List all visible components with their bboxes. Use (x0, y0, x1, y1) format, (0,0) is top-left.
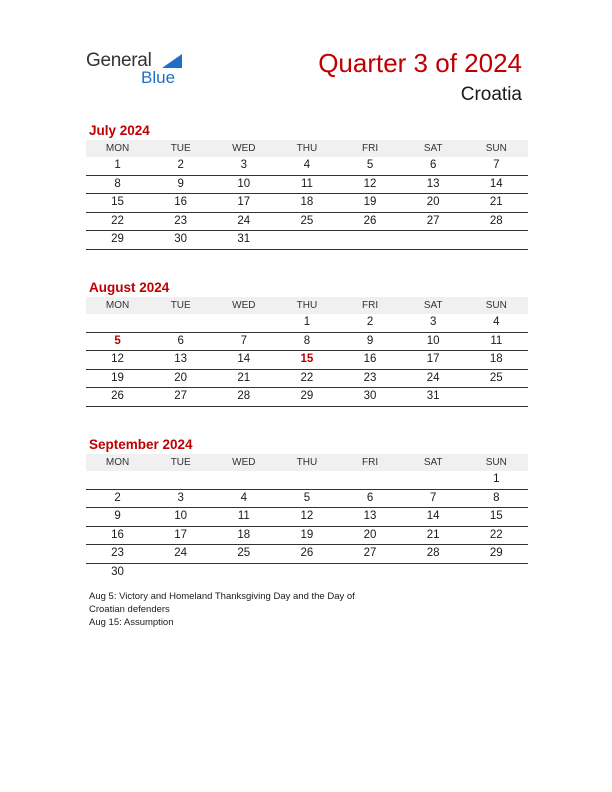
holiday-note: Aug 15: Assumption (89, 617, 174, 628)
empty-day-cell (149, 471, 212, 489)
day-cell: 19 (363, 196, 377, 208)
month-title: September 2024 (89, 437, 193, 452)
empty-day-cell (149, 314, 212, 332)
empty-day-cell (465, 388, 528, 406)
empty-day-cell (339, 564, 402, 582)
day-cell: 27 (174, 390, 188, 402)
empty-day-cell (402, 471, 465, 489)
empty-day-cell (465, 564, 528, 582)
weekday-header-row (86, 297, 528, 314)
empty-day-cell (275, 231, 338, 249)
week-row (86, 314, 528, 333)
empty-day-cell (275, 564, 338, 582)
weekday-header: MON (105, 300, 130, 311)
weekday-header: TUE (170, 457, 191, 468)
day-cell: 1 (114, 159, 121, 171)
weekday-header: THU (296, 300, 318, 311)
day-cell: 18 (300, 196, 314, 208)
day-cell: 28 (426, 547, 440, 559)
day-cell: 24 (237, 214, 251, 227)
day-cell: 13 (174, 353, 188, 365)
day-cell: 19 (111, 371, 124, 384)
day-cell: 12 (111, 353, 124, 365)
day-cell: 16 (111, 528, 124, 541)
empty-day-cell (465, 231, 528, 249)
week-row (86, 527, 528, 546)
day-cell: 1 (493, 473, 500, 485)
weekday-header: SAT (423, 143, 443, 154)
day-cell: 8 (493, 491, 500, 504)
empty-day-cell (86, 314, 149, 332)
day-cell: 26 (111, 390, 124, 402)
day-cell: 24 (426, 371, 440, 384)
weekday-header: SUN (485, 143, 507, 154)
week-row (86, 231, 528, 250)
empty-day-cell (212, 564, 275, 582)
logo-text-blue: Blue (141, 68, 176, 87)
day-cell: 24 (174, 547, 188, 559)
day-cell: 30 (363, 390, 377, 402)
week-row (86, 388, 528, 407)
weekday-header: WED (232, 143, 256, 154)
day-cell: 22 (300, 371, 314, 384)
weekday-header: MON (105, 457, 130, 468)
day-cell: 19 (300, 528, 314, 541)
weekday-header: SAT (423, 300, 443, 311)
day-cell: 25 (489, 371, 503, 384)
day-cell: 23 (363, 371, 377, 384)
day-cell: 13 (363, 510, 377, 522)
day-cell: 27 (426, 214, 440, 227)
empty-day-cell (402, 564, 465, 582)
month-title: August 2024 (89, 280, 170, 295)
day-cell: 26 (363, 214, 377, 227)
day-cell: 28 (237, 390, 251, 402)
day-cell: 14 (237, 353, 251, 365)
day-cell: 12 (300, 510, 314, 522)
holiday-notes (89, 590, 389, 629)
weekday-header: SUN (485, 457, 507, 468)
day-cell: 25 (300, 214, 314, 227)
day-cell: 29 (111, 233, 124, 245)
month-calendar-september (86, 436, 528, 581)
page-title: Quarter 3 of 2024 (318, 48, 522, 78)
day-cell: 7 (240, 334, 248, 347)
day-cell: 16 (174, 196, 188, 208)
day-cell: 5 (366, 159, 374, 171)
week-row (86, 333, 528, 352)
day-cell: 7 (493, 159, 500, 171)
month-calendar-july (86, 122, 528, 250)
day-cell: 17 (237, 196, 251, 208)
day-cell: 18 (489, 353, 503, 365)
weekday-header: WED (232, 457, 256, 468)
day-cell: 6 (429, 159, 437, 171)
day-cell: 5 (303, 491, 311, 504)
day-cell: 26 (300, 547, 314, 559)
day-cell: 2 (114, 491, 121, 504)
empty-day-cell (212, 314, 275, 332)
day-cell: 13 (426, 177, 440, 190)
day-cell: 18 (237, 528, 251, 541)
day-cell: 11 (300, 177, 313, 190)
day-cell: 2 (177, 159, 184, 171)
week-row (86, 157, 528, 176)
empty-day-cell (339, 471, 402, 489)
day-cell: 5 (114, 334, 121, 347)
day-cell: 4 (303, 159, 311, 171)
day-cell: 9 (177, 177, 184, 190)
weekday-header: FRI (362, 300, 379, 311)
weekday-header: THU (296, 457, 318, 468)
weekday-header-row (86, 454, 528, 471)
weekday-header-row (86, 140, 528, 157)
empty-day-cell (275, 471, 338, 489)
empty-day-cell (402, 231, 465, 249)
day-cell: 21 (237, 371, 251, 384)
empty-day-cell (149, 564, 212, 582)
week-row (86, 564, 528, 582)
day-cell: 17 (426, 353, 440, 365)
day-cell: 29 (300, 390, 314, 402)
day-cell: 28 (489, 214, 503, 227)
day-cell: 21 (489, 196, 503, 208)
day-cell: 3 (429, 316, 437, 328)
day-cell: 7 (429, 491, 437, 504)
day-cell: 6 (177, 334, 184, 347)
day-cell: 27 (363, 547, 377, 559)
day-cell: 30 (111, 565, 124, 578)
day-cell: 16 (363, 353, 377, 365)
week-row (86, 213, 528, 232)
day-cell: 10 (426, 334, 440, 347)
day-cell: 11 (237, 510, 250, 522)
day-cell: 9 (366, 334, 374, 347)
weekday-header: THU (296, 143, 318, 154)
month-calendar-august (86, 279, 528, 407)
week-row (86, 508, 528, 527)
weekday-header: FRI (362, 143, 379, 154)
day-cell: 25 (237, 547, 251, 559)
day-cell: 20 (174, 371, 188, 384)
day-cell: 22 (111, 214, 124, 227)
weekday-header: MON (105, 143, 130, 154)
day-cell: 10 (174, 510, 188, 522)
week-row (86, 490, 528, 509)
day-cell: 23 (111, 547, 124, 559)
day-cell: 8 (114, 177, 121, 190)
day-cell: 17 (174, 528, 188, 541)
day-cell: 31 (426, 390, 440, 402)
day-cell: 14 (489, 177, 503, 190)
week-row (86, 351, 528, 370)
logo-triangle-icon (162, 54, 182, 68)
day-cell: 6 (366, 491, 374, 504)
day-cell: 15 (489, 510, 503, 522)
weekday-header: TUE (170, 143, 191, 154)
day-cell: 23 (174, 214, 188, 227)
day-cell: 12 (363, 177, 377, 190)
day-cell: 22 (489, 528, 503, 541)
day-cell: 29 (489, 547, 503, 559)
month-title: July 2024 (89, 123, 150, 138)
day-cell: 21 (426, 528, 440, 541)
empty-day-cell (212, 471, 275, 489)
weekday-header: WED (232, 300, 256, 311)
week-row (86, 176, 528, 195)
day-cell: 3 (240, 159, 248, 171)
day-cell: 3 (177, 491, 184, 504)
day-cell: 14 (426, 510, 440, 522)
empty-day-cell (339, 231, 402, 249)
holiday-note: Aug 5: Victory and Homeland Thanksgiving Day and the Day of Croatian defenders (89, 591, 355, 615)
logo-text-general: General (86, 50, 152, 71)
day-cell: 20 (363, 528, 377, 541)
day-cell: 15 (300, 353, 314, 365)
day-cell: 1 (303, 316, 311, 328)
day-cell: 4 (493, 316, 500, 328)
day-cell: 30 (174, 233, 188, 245)
weekday-header: SAT (423, 457, 443, 468)
week-row (86, 194, 528, 213)
day-cell: 4 (240, 491, 248, 504)
country-name: Croatia (460, 84, 522, 105)
week-row (86, 471, 528, 490)
day-cell: 10 (237, 177, 251, 190)
weekday-header: TUE (170, 300, 191, 311)
day-cell: 9 (114, 510, 121, 522)
generalblue-logo (86, 50, 206, 90)
week-row (86, 545, 528, 564)
weekday-header: FRI (362, 457, 379, 468)
empty-day-cell (86, 471, 149, 489)
day-cell: 2 (366, 316, 374, 328)
day-cell: 8 (303, 334, 311, 347)
weekday-header: SUN (485, 300, 507, 311)
day-cell: 31 (237, 233, 251, 245)
day-cell: 15 (111, 196, 124, 208)
day-cell: 20 (426, 196, 440, 208)
day-cell: 11 (490, 334, 503, 347)
week-row (86, 370, 528, 389)
